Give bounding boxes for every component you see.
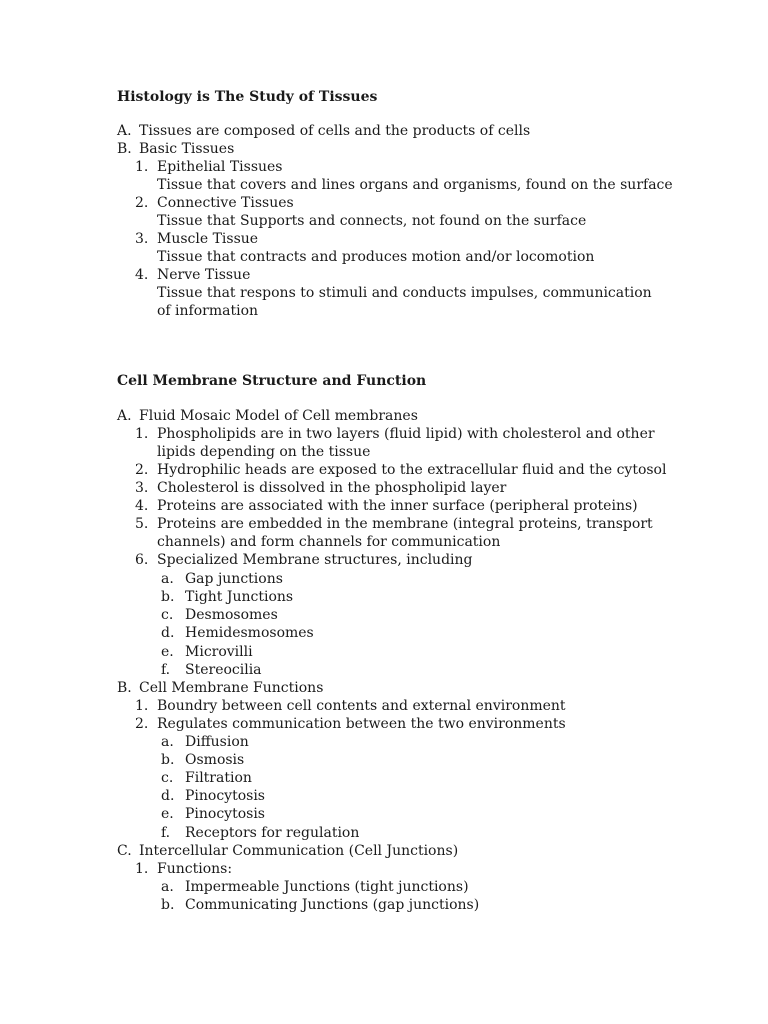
- item-text: Tissue that respons to stimuli and conducts impulses, communication: [157, 285, 652, 301]
- item-text: Regulates communication between the two environments: [157, 716, 566, 732]
- item-label: a.: [161, 879, 174, 895]
- item-label: B.: [117, 680, 132, 696]
- item-label: 6.: [135, 552, 149, 568]
- item-text: Functions:: [157, 861, 233, 877]
- item-label: 2.: [135, 716, 149, 732]
- item-text: Gap junctions: [185, 571, 283, 587]
- item-text: Impermeable Junctions (tight junctions): [185, 879, 469, 895]
- item-text: Hydrophilic heads are exposed to the extracellular fluid and the cytosol: [157, 462, 667, 478]
- item-label: 1.: [135, 159, 149, 175]
- item-label: b.: [161, 589, 175, 605]
- item-text: Hemidesmosomes: [185, 625, 314, 641]
- item-text: Connective Tissues: [157, 195, 294, 211]
- item-text: Tissue that Supports and connects, not found on the surface: [157, 213, 587, 229]
- item-label: A.: [117, 123, 132, 139]
- item-label: f.: [161, 662, 171, 678]
- item-label: c.: [161, 770, 174, 786]
- item-text: Osmosis: [185, 752, 245, 768]
- item-label: C.: [117, 843, 132, 859]
- item-label: 1.: [135, 698, 149, 714]
- item-text: Filtration: [185, 770, 252, 786]
- item-label: b.: [161, 752, 175, 768]
- item-text: Muscle Tissue: [157, 231, 259, 247]
- item-text: Desmosomes: [185, 607, 278, 623]
- item-text: Receptors for regulation: [185, 825, 360, 841]
- item-text: Phospholipids are in two layers (fluid lipid) with cholesterol and other: [157, 426, 655, 442]
- item-text: channels) and form channels for communication: [157, 534, 501, 550]
- item-label: b.: [161, 897, 175, 913]
- item-text: Basic Tissues: [139, 141, 235, 157]
- item-label: B.: [117, 141, 132, 157]
- item-text: Stereocilia: [185, 662, 262, 678]
- item-label: d.: [161, 788, 175, 804]
- item-label: 4.: [135, 498, 149, 514]
- item-text: Tissues are composed of cells and the products of cells: [139, 123, 531, 139]
- item-label: 1.: [135, 426, 149, 442]
- item-label: c.: [161, 607, 174, 623]
- item-text: Pinocytosis: [185, 788, 265, 804]
- item-text: Intercellular Communication (Cell Junctions): [139, 843, 459, 859]
- item-label: e.: [161, 644, 174, 660]
- item-label: a.: [161, 734, 174, 750]
- item-text: Epithelial Tissues: [157, 159, 283, 175]
- item-text: of information: [157, 303, 259, 319]
- item-text: Specialized Membrane structures, including: [157, 552, 473, 568]
- item-text: Fluid Mosaic Model of Cell membranes: [139, 408, 418, 424]
- section-heading: Histology is The Study of Tissues: [117, 89, 378, 105]
- item-label: f.: [161, 825, 171, 841]
- item-text: Tissue that covers and lines organs and organisms, found on the surface: [157, 177, 673, 193]
- item-text: Diffusion: [185, 734, 249, 750]
- item-text: Nerve Tissue: [157, 267, 251, 283]
- item-text: Proteins are embedded in the membrane (integral proteins, transport: [157, 516, 653, 532]
- item-label: 4.: [135, 267, 149, 283]
- item-label: 2.: [135, 462, 149, 478]
- item-text: Pinocytosis: [185, 806, 265, 822]
- item-text: Cholesterol is dissolved in the phospholipid layer: [157, 480, 507, 496]
- item-text: Microvilli: [185, 644, 253, 660]
- item-text: lipids depending on the tissue: [157, 444, 371, 460]
- item-label: a.: [161, 571, 174, 587]
- item-label: 5.: [135, 516, 149, 532]
- item-text: Boundry between cell contents and external environment: [157, 698, 566, 714]
- item-label: d.: [161, 625, 175, 641]
- item-label: A.: [117, 408, 132, 424]
- item-text: Tissue that contracts and produces motion and/or locomotion: [157, 249, 595, 265]
- item-label: 3.: [135, 480, 149, 496]
- item-text: Cell Membrane Functions: [139, 680, 324, 696]
- section-heading: Cell Membrane Structure and Function: [117, 373, 427, 389]
- item-text: Tight Junctions: [185, 589, 294, 605]
- item-text: Proteins are associated with the inner surface (peripheral proteins): [157, 498, 638, 514]
- item-label: 3.: [135, 231, 149, 247]
- item-label: 2.: [135, 195, 149, 211]
- item-label: 1.: [135, 861, 149, 877]
- item-label: e.: [161, 806, 174, 822]
- item-text: Communicating Junctions (gap junctions): [185, 897, 480, 913]
